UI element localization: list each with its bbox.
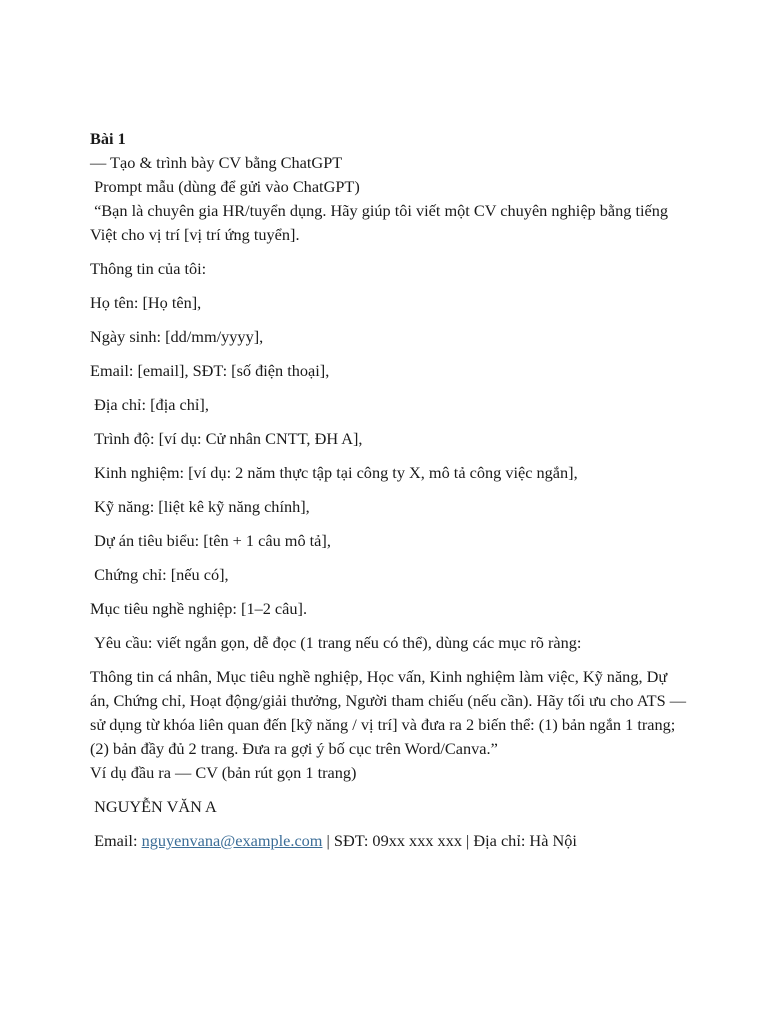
requirements-text: Yêu cầu: viết ngắn gọn, dễ đọc (1 trang nếu có thể), dùng các mục rõ ràng: xyxy=(90,633,582,652)
prompt-intro: “Bạn là chuyên gia HR/tuyển dụng. Hãy giúp tôi viết một CV chuyên nghiệp bằng tiếng Việt cho vị trí [vị trí ứng tuyển]. xyxy=(90,201,672,244)
email-link[interactable]: nguyenvana@example.com xyxy=(141,831,323,850)
sections-text: Thông tin cá nhân, Mục tiêu nghề nghiệp, Học vấn, Kinh nghiệm làm việc, Kỹ năng, Dự án, Chứng chỉ, Hoạt động/giải thưởng, Người tham chiếu (nếu cần). Hãy tối ưu cho ATS — sử dụng từ khóa liên quan đến [kỹ năng / vị trí] và đưa ra 2 biến thể: (1) bản ngắn 1 trang; (2) bản đầy đủ 2 trang. Đưa ra gợi ý bố cục trên Word/Canva.” xyxy=(90,667,691,758)
prompt-heading: Prompt mẫu (dùng để gửi vào ChatGPT) xyxy=(90,177,360,196)
example-name: NGUYỄN VĂN A xyxy=(90,797,217,816)
info-heading: Thông tin của tôi: xyxy=(90,259,207,278)
contact-line xyxy=(90,829,690,853)
contact-rest: | SĐT: 09xx xxx xxx | Địa chỉ: Hà Nội xyxy=(322,831,577,850)
field-line: Kỹ năng: [liệt kê kỹ năng chính], xyxy=(90,497,310,516)
example-heading: Ví dụ đầu ra — CV (bản rút gọn 1 trang) xyxy=(90,763,357,782)
field-line: Chứng chỉ: [nếu có], xyxy=(90,565,229,584)
field-line: Mục tiêu nghề nghiệp: [1–2 câu]. xyxy=(90,599,308,618)
field-line: Họ tên: [Họ tên], xyxy=(90,293,202,312)
field-line: Dự án tiêu biểu: [tên + 1 câu mô tả], xyxy=(90,531,331,550)
field-line: Email: [email], SĐT: [số điện thoại], xyxy=(90,361,330,380)
document-page xyxy=(90,127,690,853)
field-line: Địa chỉ: [địa chỉ], xyxy=(90,395,209,414)
field-line: Ngày sinh: [dd/mm/yyyy], xyxy=(90,327,264,346)
field-line: Kinh nghiệm: [ví dụ: 2 năm thực tập tại công ty X, mô tả công việc ngắn], xyxy=(90,463,578,482)
field-line: Trình độ: [ví dụ: Cử nhân CNTT, ĐH A], xyxy=(90,429,363,448)
document-subtitle: — Tạo & trình bày CV bằng ChatGPT xyxy=(90,153,343,172)
email-label: Email: xyxy=(90,831,142,850)
document-title: Bài 1 xyxy=(90,129,126,148)
